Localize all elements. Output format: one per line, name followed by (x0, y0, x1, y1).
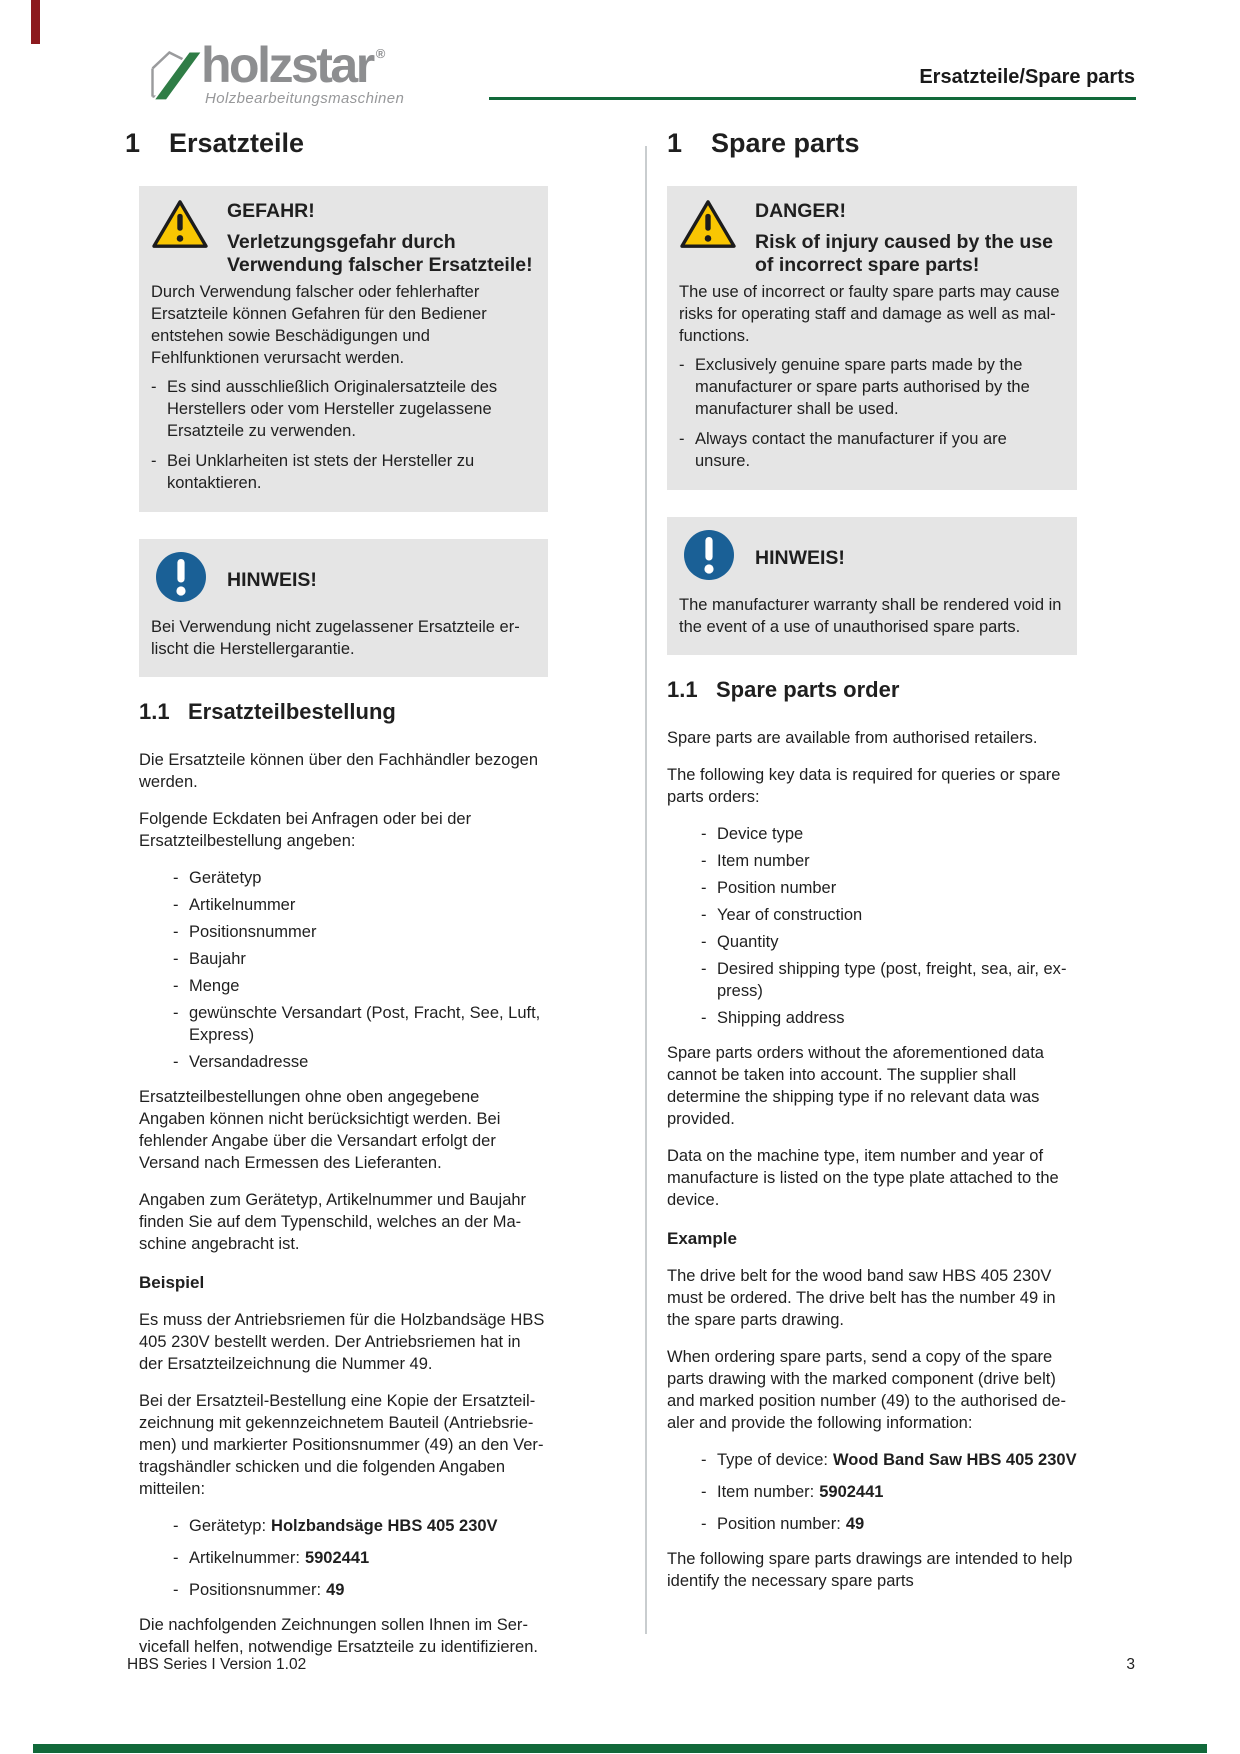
danger-body: Durch Verwendung falscher oder fehlerhafter Ersatzteile können Gefahren für den Bediener entstehen sowie Beschädigungen und Fehlfunktionen verursacht werden. (151, 283, 487, 367)
page-header-title: Ersatzteile/Spare parts (919, 66, 1135, 88)
dash-bullet: - (173, 1004, 179, 1022)
dash-bullet: - (701, 933, 707, 951)
danger-box-de (139, 186, 548, 512)
dash-bullet: - (173, 1517, 179, 1535)
dash-bullet: - (173, 977, 179, 995)
danger-list-item-text: Exclusively genuine spare parts made by the manufacturer or spare parts authorised by the manufacturer shall be used. (695, 356, 1030, 418)
example-order-list (173, 1515, 548, 1601)
list-item-text: gewünschte Versandart (Post, Fracht, See, Luft, Express) (189, 1004, 541, 1044)
danger-list-item (151, 376, 534, 442)
example-order-list (701, 1449, 1077, 1535)
dash-bullet: - (701, 1483, 707, 1501)
example-item-label: Item number: (717, 1483, 815, 1501)
paragraph-orders: Ersatzteilbestellungen ohne oben angegebene Angaben können nicht berücksichtigt werden. Bei fehlender Angabe über die Versandart erfolgt der Versand nach Ermessen des Lieferanten. (139, 1088, 501, 1172)
column-divider (645, 146, 647, 1634)
example-item-value: 5902441 (819, 1483, 884, 1501)
example-item (701, 1449, 1077, 1471)
logo-tagline: Holzbearbeitungsmaschinen (205, 90, 405, 107)
dash-bullet: - (701, 852, 707, 870)
dash-bullet: - (173, 950, 179, 968)
dash-bullet: - (173, 1581, 179, 1599)
subsection-title: Ersatzteilbestellung (188, 699, 396, 724)
danger-subtitle: Verletzungsgefahr durch Verwendung falscher Ersatzteile! (227, 231, 533, 276)
list-item-text: Positionsnummer (189, 923, 317, 941)
danger-title: GEFAHR! (227, 200, 315, 222)
list-item-text: Quantity (717, 933, 779, 951)
logo-brand: holzstar (201, 37, 373, 93)
list-item (173, 975, 548, 997)
danger-list-item-text: Bei Unklarheiten ist stets der Hersteller zu kontaktieren. (167, 452, 475, 492)
closing-paragraph: Die nachfolgenden Zeichnungen sollen Ihnen im Servicefall helfen, notwendige Ersatzteile zu identifizieren. (139, 1616, 538, 1656)
warning-triangle-icon (151, 198, 209, 277)
example-item-label: Type of device: (717, 1451, 828, 1469)
list-item-text: Shipping address (717, 1009, 845, 1027)
note-title: HINWEIS! (227, 568, 317, 591)
dash-bullet: - (701, 1451, 707, 1469)
list-item-text: Versandadresse (189, 1053, 309, 1071)
subsection-title: Spare parts order (716, 677, 900, 702)
registered-trademark-icon: ® (375, 46, 386, 61)
section-heading-en (667, 128, 1077, 158)
example-item (173, 1547, 548, 1569)
header-green-rule (489, 97, 1136, 100)
dash-bullet: - (701, 1515, 707, 1533)
order-data-list (701, 823, 1077, 1029)
danger-box-header (151, 198, 534, 277)
section-title: Ersatzteile (169, 128, 305, 158)
list-item-text: Menge (189, 977, 240, 995)
list-item (701, 823, 1077, 845)
note-body: The manufacturer warranty shall be rendered void in the event of a use of unauthorised spare parts. (679, 596, 1062, 636)
dash-bullet: - (151, 452, 157, 470)
danger-list-item (679, 354, 1063, 420)
example-item (173, 1579, 548, 1601)
list-item (173, 867, 548, 889)
subsection-number: 1.1 (139, 699, 170, 724)
paragraph-intro: Die Ersatzteile können über den Fachhändler bezogen werden. (139, 751, 539, 791)
dash-bullet: - (173, 1053, 179, 1071)
list-item (701, 958, 1077, 1002)
list-item (701, 931, 1077, 953)
subsection-number: 1.1 (667, 677, 698, 702)
list-item (173, 1002, 548, 1046)
paragraph-intro: Spare parts are available from authorised retailers. (667, 729, 1038, 747)
note-body: Bei Verwendung nicht zugelassener Ersatzteile erlischt die Herstellergarantie. (151, 618, 520, 658)
note-title: HINWEIS! (755, 546, 845, 569)
list-item (701, 1007, 1077, 1029)
order-data-list (173, 867, 548, 1073)
example-item (701, 1513, 1077, 1535)
dash-bullet: - (173, 1549, 179, 1567)
example-item-label: Position number: (717, 1515, 841, 1533)
dash-bullet: - (701, 906, 707, 924)
section-title: Spare parts (711, 128, 860, 158)
list-item (701, 850, 1077, 872)
danger-subtitle: Risk of injury caused by the use of incorrect spare parts! (755, 231, 1054, 276)
subsection-heading-de (139, 699, 548, 725)
footer-accent-bar (33, 1744, 1207, 1753)
dash-bullet: - (701, 825, 707, 843)
example-item (173, 1515, 548, 1537)
dash-bullet: - (173, 869, 179, 887)
warning-triangle-icon (679, 198, 737, 277)
page-edge-mark (31, 0, 40, 44)
list-item-text: Gerätetyp (189, 869, 262, 887)
danger-list-item (151, 450, 534, 494)
paragraph-typeplate: Angaben zum Gerätetyp, Artikelnummer und Baujahr finden Sie auf dem Typenschild, welches an der Maschine angebracht ist. (139, 1191, 527, 1253)
danger-list-item-text: Es sind ausschließlich Originalersatzteile des Herstellers oder vom Hersteller zugelassene Ersatzteile zu verwenden. (167, 378, 498, 440)
dash-bullet: - (701, 1009, 707, 1027)
example-item-value: Wood Band Saw HBS 405 230V (832, 1451, 1077, 1469)
example-paragraph-2: When ordering spare parts, send a copy of the spare parts drawing with the marked component (drive belt) and marked position number (49) to the authorised dealer and provide the following information: (667, 1348, 1066, 1432)
section-number: 1 (667, 128, 683, 158)
note-box-de (139, 539, 548, 677)
danger-list-item (679, 428, 1063, 472)
example-item-value: Holzbandsäge HBS 405 230V (271, 1517, 498, 1535)
danger-title: DANGER! (755, 200, 846, 222)
paragraph-typeplate: Data on the machine type, item number and year of manufacture is listed on the type plate attached to the device. (667, 1147, 1059, 1209)
footer-page-number: 3 (1126, 1656, 1135, 1673)
example-item-value: 49 (845, 1515, 865, 1533)
example-item-value: 5902441 (304, 1549, 370, 1567)
example-item-value: 49 (326, 1581, 345, 1599)
closing-paragraph: The following spare parts drawings are intended to help identify the necessary spare parts (667, 1550, 1073, 1590)
example-item-label: Gerätetyp: (189, 1517, 267, 1535)
list-item (173, 1051, 548, 1073)
list-item-text: Item number (717, 852, 810, 870)
example-paragraph-1: Es muss der Antriebsriemen für die Holzbandsäge HBS 405 230V bestellt werden. Der Antriebsriemen hat in der Ersatzteilzeichnung die Nummer 49. (139, 1311, 545, 1373)
dash-bullet: - (173, 896, 179, 914)
list-item (173, 921, 548, 943)
list-item-text: Desired shipping type (post, freight, sea, air, express) (717, 960, 1067, 1000)
list-item (701, 877, 1077, 899)
list-item (701, 904, 1077, 926)
exclamation-circle-icon (683, 529, 737, 586)
dash-bullet: - (701, 960, 707, 978)
english-column (667, 128, 1077, 1607)
danger-box-titles (755, 198, 1063, 277)
list-item-text: Baujahr (189, 950, 246, 968)
dash-bullet: - (701, 879, 707, 897)
list-item-text: Year of construction (717, 906, 863, 924)
example-paragraph-1: The drive belt for the wood band saw HBS 405 230V must be ordered. The drive belt has the number 49 in the spare parts drawing. (667, 1267, 1056, 1329)
example-paragraph-2: Bei der Ersatzteil-Bestellung eine Kopie der Ersatzteilzeichnung mit gekennzeichnetem Bauteil (Antriebsriemen) und markierter Positionsnummer (49) an den Vertragshändler schicken und die folgenden Angaben mitteilen: (139, 1392, 544, 1498)
danger-box-en (667, 186, 1077, 490)
example-item-label: Artikelnummer: (189, 1549, 300, 1567)
section-heading-de (125, 128, 548, 158)
danger-box-titles (227, 198, 534, 277)
example-item-label: Positionsnummer: (189, 1581, 322, 1599)
list-item-text: Artikelnummer (189, 896, 296, 914)
note-box-header (151, 551, 534, 608)
danger-body: The use of incorrect or faulty spare parts may cause risks for operating staff and damage as well as malfunctions. (679, 283, 1060, 345)
german-column (125, 128, 548, 1673)
paragraph-keydata: The following key data is required for queries or spare parts orders: (667, 766, 1061, 806)
list-item (173, 948, 548, 970)
dash-bullet: - (679, 356, 685, 374)
example-heading: Beispiel (139, 1273, 205, 1292)
paragraph-orders: Spare parts orders without the aforementioned data cannot be taken into account. The supplier shall determine the shipping type if no relevant data was provided. (667, 1044, 1044, 1128)
danger-box-header (679, 198, 1063, 277)
paragraph-keydata: Folgende Eckdaten bei Anfragen oder bei der Ersatzteilbestellung angeben: (139, 810, 472, 850)
list-item-text: Device type (717, 825, 804, 843)
note-box-header (679, 529, 1063, 586)
note-box-en (667, 517, 1077, 655)
exclamation-circle-icon (155, 551, 209, 608)
list-item (173, 894, 548, 916)
dash-bullet: - (151, 378, 157, 396)
list-item-text: Position number (717, 879, 837, 897)
section-number: 1 (125, 128, 141, 158)
example-item (701, 1481, 1077, 1503)
dash-bullet: - (679, 430, 685, 448)
dash-bullet: - (173, 923, 179, 941)
footer-version: HBS Series I Version 1.02 (127, 1656, 307, 1673)
subsection-heading-en (667, 677, 1077, 703)
example-heading: Example (667, 1229, 737, 1248)
danger-list-item-text: Always contact the manufacturer if you are unsure. (695, 430, 1007, 470)
